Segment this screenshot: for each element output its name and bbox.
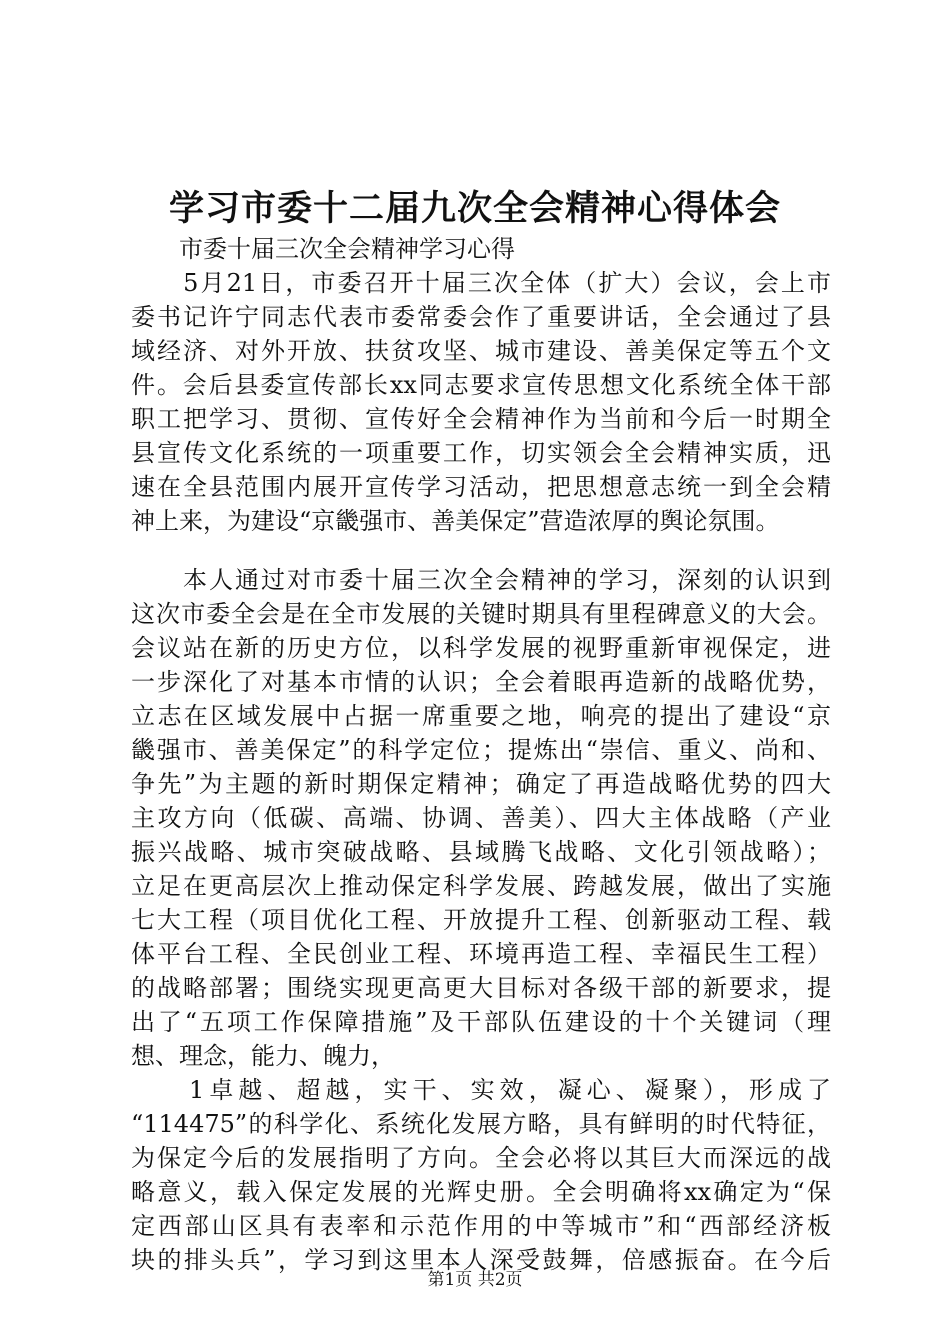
body-line: 振兴战略、城市突破战略、县域腾飞战略、文化引领战略）； bbox=[131, 838, 831, 866]
body-line: “114475”的科学化、系统化发展方略，具有鲜明的时代特征， bbox=[131, 1110, 831, 1138]
body-line: 块的排头兵”，学习到这里本人深受鼓舞，倍感振奋。在今后 bbox=[131, 1246, 831, 1274]
body-line: 的战略部署；围绕实现更高更大目标对各级干部的新要求，提 bbox=[131, 974, 831, 1002]
body-line: 件。会后县委宣传部长xx同志要求宣传思想文化系统全体干部 bbox=[131, 371, 831, 399]
subtitle-line: 市委十届三次全会精神学习心得 bbox=[131, 235, 515, 263]
body-line: 为保定今后的发展指明了方向。全会必将以其巨大而深远的战 bbox=[131, 1144, 831, 1172]
body-line: 1卓越、超越，实干、实效，凝心、凝聚），形成了 bbox=[131, 1076, 831, 1104]
body-line: 主攻方向（低碳、高端、协调、善美）、四大主体战略（产业 bbox=[131, 804, 831, 832]
page-footer: 第1页 共2页 bbox=[427, 1270, 523, 1290]
body-line: 5月21日，市委召开十届三次全体（扩大）会议，会上市 bbox=[131, 269, 831, 297]
body-line: 想、理念，能力、魄力， bbox=[131, 1042, 395, 1070]
body-line: 畿强市、善美保定”的科学定位；提炼出“崇信、重义、尚和、 bbox=[131, 736, 831, 764]
body-line: 职工把学习、贯彻、宣传好全会精神作为当前和今后一时期全 bbox=[131, 405, 831, 433]
body-line: 会议站在新的历史方位，以科学发展的视野重新审视保定，进 bbox=[131, 634, 831, 662]
body-line: 神上来，为建设“京畿强市、善美保定”营造浓厚的舆论氛围。 bbox=[131, 507, 780, 535]
body-line: 略意义，载入保定发展的光辉史册。全会明确将xx确定为“保 bbox=[131, 1178, 831, 1206]
body-line: 出了“五项工作保障措施”及干部队伍建设的十个关键词（理 bbox=[131, 1008, 831, 1036]
body-line: 体平台工程、全民创业工程、环境再造工程、幸福民生工程） bbox=[131, 940, 831, 968]
body-line: 域经济、对外开放、扶贫攻坚、城市建设、善美保定等五个文 bbox=[131, 337, 831, 365]
body-line: 立足在更高层次上推动保定科学发展、跨越发展，做出了实施 bbox=[131, 872, 831, 900]
body-line: 争先”为主题的新时期保定精神；确定了再造战略优势的四大 bbox=[131, 770, 831, 798]
body-line: 本人通过对市委十届三次全会精神的学习，深刻的认识到 bbox=[131, 566, 831, 594]
body-line: 立志在区域发展中占据一席重要之地，响亮的提出了建设“京 bbox=[131, 702, 831, 730]
document-title: 学习市委十二届九次全会精神心得体会 bbox=[168, 188, 781, 229]
body-line: 县宣传文化系统的一项重要工作，切实领会全会精神实质，迅 bbox=[131, 439, 831, 467]
body-line: 一步深化了对基本市情的认识；全会着眼再造新的战略优势， bbox=[131, 668, 831, 696]
body-line: 这次市委全会是在全市发展的关键时期具有里程碑意义的大会。 bbox=[131, 600, 831, 628]
body-line: 定西部山区具有表率和示范作用的中等城市”和“西部经济板 bbox=[131, 1212, 831, 1240]
body-line: 速在全县范围内展开宣传学习活动，把思想意志统一到全会精 bbox=[131, 473, 831, 501]
body-line: 委书记许宁同志代表市委常委会作了重要讲话，全会通过了县 bbox=[131, 303, 831, 331]
body-line: 七大工程（项目优化工程、开放提升工程、创新驱动工程、载 bbox=[131, 906, 831, 934]
